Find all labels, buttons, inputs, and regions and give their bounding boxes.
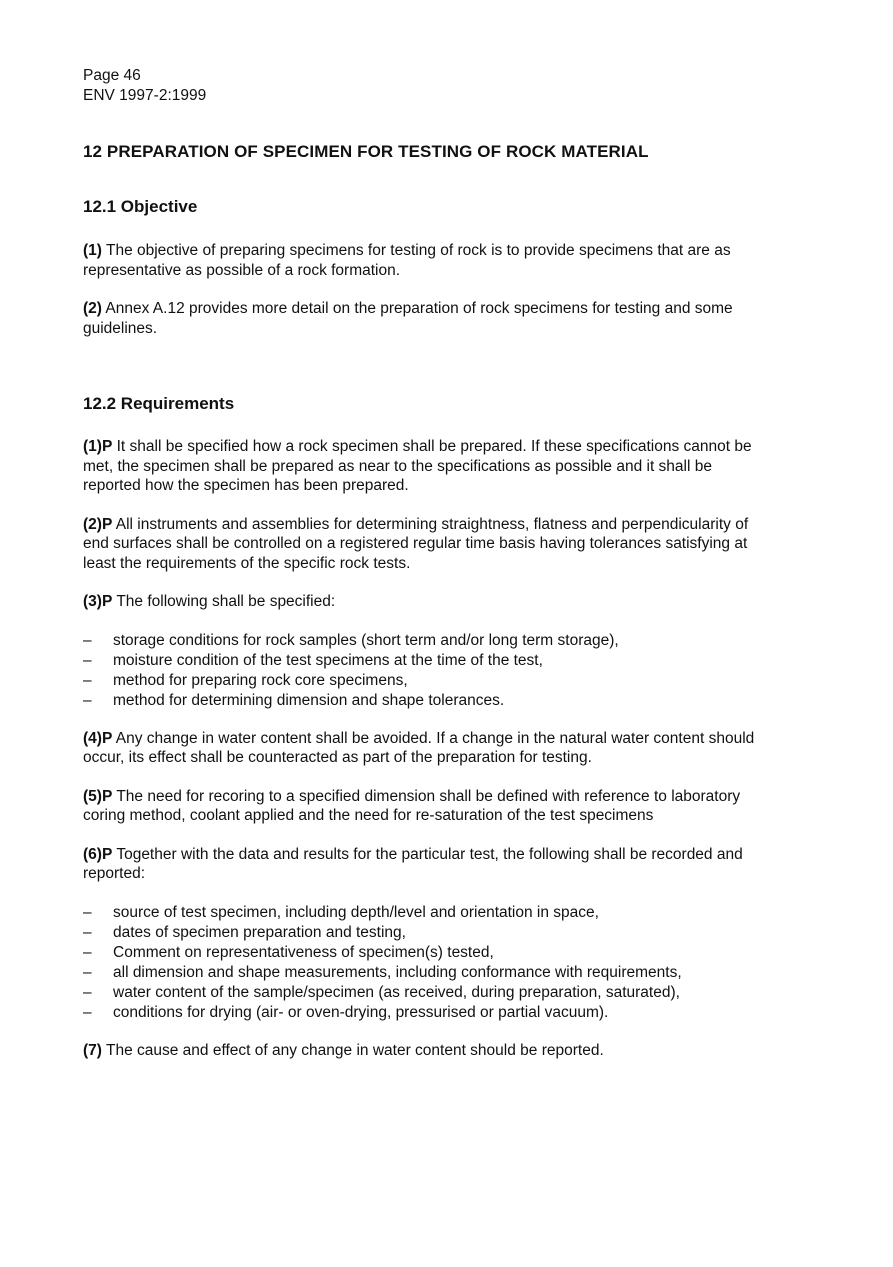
requirement-paragraph-4	[83, 729, 763, 768]
paragraph-number: (3)P	[83, 593, 113, 610]
list-dash: –	[83, 671, 92, 689]
list-dash: –	[83, 651, 92, 669]
requirement-paragraph-7	[83, 1041, 763, 1061]
page-number: Page 46	[83, 67, 141, 84]
paragraph-number: (4)P	[83, 729, 113, 747]
list-item: – all dimension and shape measurements, including conformance with requirements,	[83, 963, 682, 981]
objective-paragraph-2	[83, 299, 763, 338]
section-objective	[83, 196, 763, 338]
paragraph-number: (2)	[83, 300, 102, 317]
paragraph-number: (5)P	[83, 787, 113, 805]
list-dash: –	[83, 983, 92, 1001]
paragraph-text: Together with the data and results for the particular test, the following shall be recorded and reported:	[83, 845, 743, 882]
specified-items-list	[83, 631, 763, 711]
section-title-requirements: 12.2 Requirements	[83, 394, 235, 413]
list-dash: –	[83, 963, 92, 981]
list-item: – moisture condition of the test specimens at the time of the test,	[83, 651, 543, 669]
objective-paragraph-1	[83, 241, 763, 280]
list-dash: –	[83, 631, 92, 649]
list-item: – storage conditions for rock samples (short term and/or long term storage),	[83, 631, 619, 649]
section-requirements	[83, 393, 763, 1060]
document-reference: ENV 1997-2:1999	[83, 87, 207, 104]
paragraph-number: (1)	[83, 242, 102, 259]
chapter-title: 12 PREPARATION OF SPECIMEN FOR TESTING OF ROCK MATERIAL	[83, 142, 649, 161]
paragraph-number: (1)P	[83, 438, 113, 455]
paragraph-text: It shall be specified how a rock specimen shall be prepared. If these specifications cannot be met, the specimen shall be prepared as near to the specifications as possible and it shall be reported how the specimen has been prepared.	[83, 438, 752, 494]
document-page	[83, 66, 763, 1059]
list-item: – dates of specimen preparation and testing,	[83, 923, 406, 941]
requirement-paragraph-2	[83, 515, 763, 574]
list-item: – source of test specimen, including depth/level and orientation in space,	[83, 903, 599, 921]
section-title-objective: 12.1 Objective	[83, 197, 198, 216]
paragraph-text: The need for recoring to a specified dimension shall be defined with reference to laboratory coring method, coolant applied and the need for re-saturation of the test specimens	[83, 787, 741, 824]
list-dash: –	[83, 903, 92, 921]
list-item: – method for determining dimension and shape tolerances.	[83, 691, 505, 709]
list-dash: –	[83, 691, 92, 709]
list-item: – Comment on representativeness of specimen(s) tested,	[83, 943, 494, 961]
list-item: – conditions for drying (air- or oven-drying, pressurised or partial vacuum).	[83, 1003, 609, 1021]
requirement-paragraph-1	[83, 437, 763, 496]
requirement-paragraph-6	[83, 845, 763, 884]
list-dash: –	[83, 923, 92, 941]
list-dash: –	[83, 943, 92, 961]
paragraph-number: (6)P	[83, 845, 113, 863]
paragraph-text: The objective of preparing specimens for testing of rock is to provide specimens that are as representative as possible of a rock formation.	[83, 242, 731, 279]
requirement-paragraph-3	[83, 592, 763, 612]
requirement-paragraph-5	[83, 787, 763, 826]
paragraph-number: (2)P	[83, 515, 113, 533]
paragraph-text: The cause and effect of any change in water content should be reported.	[101, 1041, 604, 1059]
paragraph-text: The following shall be specified:	[112, 593, 336, 610]
list-item: – method for preparing rock core specimens,	[83, 671, 408, 689]
list-dash: –	[83, 1003, 92, 1021]
paragraph-text: Annex A.12 provides more detail on the preparation of rock specimens for testing and some guidelines.	[83, 300, 733, 337]
paragraph-number: (7)	[83, 1041, 102, 1059]
list-item: – water content of the sample/specimen (as received, during preparation, saturated),	[83, 983, 680, 1001]
paragraph-text: All instruments and assemblies for determining straightness, flatness and perpendicularity of end surfaces shall be controlled on a registered regular time basis having tolerances satisfying at least the requirements of the specific rock tests.	[83, 515, 749, 572]
reported-items-list	[83, 903, 763, 1023]
paragraph-text: Any change in water content shall be avoided. If a change in the natural water content should occur, its effect shall be counteracted as part of the preparation for testing.	[83, 729, 755, 766]
